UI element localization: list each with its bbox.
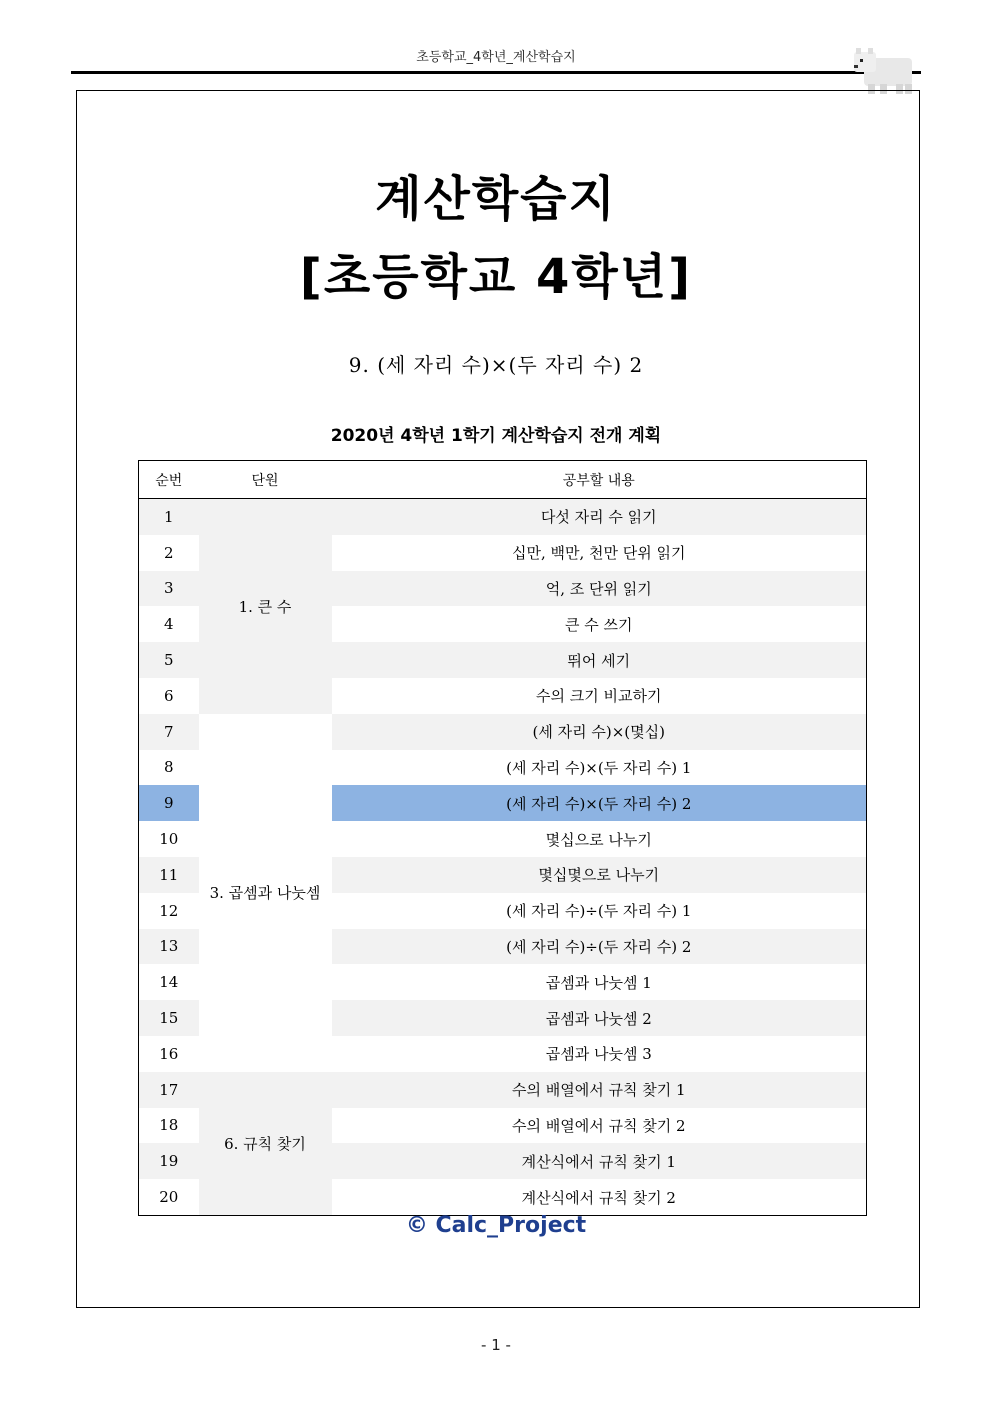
row-number: 9 [139,785,199,821]
table-row [139,499,867,535]
row-number: 12 [159,901,179,920]
row-content: (세 자리 수)×(두 자리 수) 2 [332,785,867,821]
row-content: 곱셈과 나눗셈 3 [545,1045,652,1064]
row-number: 18 [159,1116,179,1135]
row-content: 계산식에서 규칙 찾기 1 [332,1143,867,1179]
row-content: 곱셈과 나눗셈 2 [332,1000,867,1036]
copyright: © Calc_Project [405,1213,587,1238]
row-content: 몇십으로 나누기 [545,830,652,849]
row-content: 십만, 백만, 천만 단위 읽기 [511,544,686,563]
row-number: 10 [159,830,179,849]
polar-bear-icon [852,44,916,96]
row-content: 큰 수 쓰기 [565,615,633,634]
table-body [139,499,867,1216]
row-content: (세 자리 수)÷(두 자리 수) 2 [332,929,867,965]
row-content: 억, 조 단위 읽기 [332,571,867,607]
row-number: 15 [139,1000,199,1036]
row-number: 7 [139,714,199,750]
row-content: 곱셈과 나눗셈 1 [545,973,652,992]
unit-name: 1. 큰 수 [199,499,332,714]
plan-title: 2020년 4학년 1학기 계산학습지 전개 계획 [330,426,662,446]
row-content: 몇십몇으로 나누기 [332,857,867,893]
unit-name: 3. 곱셈과 나눗셈 [199,714,332,1072]
table-row [139,714,867,750]
row-number: 17 [139,1072,199,1108]
row-number: 14 [159,973,179,992]
row-number: 3 [139,571,199,607]
row-content: (세 자리 수)÷(두 자리 수) 1 [506,902,692,921]
unit-name: 6. 규칙 찾기 [199,1072,332,1216]
header-unit: 단원 [199,461,332,499]
row-content: 수의 배열에서 규칙 찾기 1 [332,1072,867,1108]
row-content: 수의 크기 비교하기 [536,687,662,706]
row-number: 2 [163,543,174,562]
row-content: 계산식에서 규칙 찾기 2 [521,1188,676,1207]
row-number: 6 [163,686,174,705]
row-number: 11 [139,857,199,893]
running-header: 초등학교_4학년_계산학습지 [416,50,576,65]
table-row [139,1072,867,1108]
document-grade: [초등학교 4학년] [299,249,693,305]
row-number: 4 [163,615,174,634]
lesson-plan-table [138,460,867,1216]
table-header-row [139,461,867,499]
row-number: 20 [159,1188,179,1207]
row-content: 수의 배열에서 규칙 찾기 2 [511,1116,686,1135]
row-number: 19 [139,1143,199,1179]
row-content: 뛰어 세기 [332,642,867,678]
header-num: 순번 [139,461,199,499]
lesson-subtitle: 9. (세 자리 수)×(두 자리 수) 2 [348,353,644,377]
row-content: 다섯 자리 수 읽기 [332,499,867,535]
row-number: 5 [139,642,199,678]
row-number: 1 [139,499,199,535]
page-number: - 1 - [481,1336,511,1354]
document-title: 계산학습지 [375,171,617,227]
row-number: 16 [159,1044,179,1063]
row-number: 8 [163,758,174,777]
header-rule [71,71,921,74]
row-number: 13 [139,929,199,965]
header-content: 공부할 내용 [332,461,867,499]
row-content: (세 자리 수)×(몇십) [332,714,867,750]
row-content: (세 자리 수)×(두 자리 수) 1 [506,758,692,777]
